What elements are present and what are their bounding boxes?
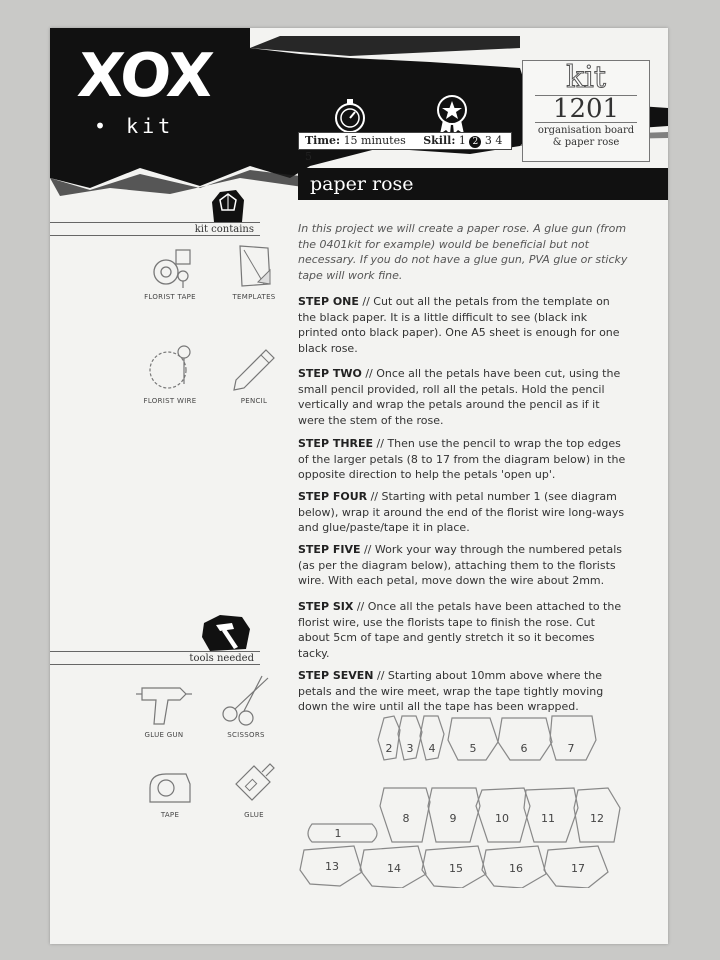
gem-icon <box>208 188 248 226</box>
templates-label: TEMPLATES <box>232 293 276 301</box>
step-two-title: STEP TWO <box>298 367 362 380</box>
step-three-text: // Then use the pencil to wrap the top edges of the larger petals (8 to 17 from the diagram below) in the opposite direction to help the petals 'open up'. <box>298 437 626 481</box>
glue-gun-item <box>124 678 204 739</box>
kit-subtitle-2: & paper rose <box>552 137 620 148</box>
step-one-text: // Cut out all the petals from the template on the black paper. It is a little difficult to see (black ink printed onto black paper). One A5 sheet is enough for one black rose. <box>298 295 620 355</box>
glue-item <box>214 758 294 819</box>
step-four <box>298 489 628 536</box>
petal-label-5: 5 <box>469 742 477 755</box>
tape-dispenser-icon <box>146 764 194 808</box>
petal-label-14: 14 <box>387 862 401 875</box>
award-badge-icon <box>432 92 472 136</box>
petal-label-13: 13 <box>325 860 339 873</box>
florist-wire-icon <box>142 340 198 394</box>
step-five-text: // Work your way through the numbered petals (as per the diagram below), attaching them to the florists wire. With each petal, move down the wire about 2mm. <box>298 543 622 587</box>
skill-levels-rest: 3 4 5 <box>305 134 503 163</box>
time-skill-bar <box>298 132 512 163</box>
step-four-title: STEP FOUR <box>298 490 368 503</box>
petal-label-9: 9 <box>449 812 457 825</box>
intro-paragraph: In this project we will create a paper rose. A glue gun (from the 0401kit for example) would be beneficial but not necessary. If you do not have a glue gun, PVA glue or sticky tape will work fine. <box>298 222 628 282</box>
petal-1 <box>308 824 377 842</box>
instruction-card <box>50 28 668 944</box>
step-seven-text: // Starting about 10mm above where the petals and the wire meet, wrap the tape tightly moving down the wire until all the tape has been wrapped. <box>298 669 604 713</box>
step-six-title: STEP SIX <box>298 600 354 613</box>
step-six <box>298 599 628 661</box>
scissors-icon <box>218 672 274 728</box>
florist-tape-item <box>130 242 210 301</box>
time-label: Time: <box>305 134 341 147</box>
step-seven-title: STEP SEVEN <box>298 669 374 682</box>
petal-label-7: 7 <box>567 742 575 755</box>
step-four-text: // Starting with petal number 1 (see diagram below), wrap it around the end of the florist wire long-ways and glue/paste/tape it in place. <box>298 490 625 534</box>
step-three <box>298 436 628 483</box>
skill-level-1: 1 <box>458 134 466 147</box>
scissors-label: SCISSORS <box>227 731 265 739</box>
step-five-title: STEP FIVE <box>298 543 361 556</box>
tools-needed-label: tools needed <box>50 651 260 665</box>
glue-gun-icon <box>134 678 194 728</box>
scissors-item <box>206 672 286 739</box>
step-five <box>298 542 628 589</box>
tape-item <box>130 764 210 819</box>
kit-number: 1201 <box>535 95 637 123</box>
kit-number-box <box>522 60 650 162</box>
tape-label: TAPE <box>160 811 180 819</box>
petal-label-17: 17 <box>571 862 585 875</box>
templates-item <box>214 242 294 301</box>
skill-label: Skill: <box>423 134 456 147</box>
brand-logo: XOX <box>74 41 215 111</box>
step-three-title: STEP THREE <box>298 437 374 450</box>
step-one-title: STEP ONE <box>298 295 359 308</box>
petal-label-2: 2 <box>385 742 393 755</box>
florist-wire-label: FLORIST WIRE <box>143 397 197 405</box>
petal-label-1: 1 <box>334 827 342 840</box>
petal-label-8: 8 <box>402 812 410 825</box>
florist-tape-label: FLORIST TAPE <box>144 293 196 301</box>
step-two-text: // Once all the petals have been cut, using the small pencil provided, roll all the petals. Hold the pencil vertically and wrap the petals around the pencil as if it were the stem of the rose. <box>298 367 621 427</box>
step-two <box>298 366 628 428</box>
petal-label-4: 4 <box>428 742 436 755</box>
petal-label-12: 12 <box>590 812 604 825</box>
petal-label-3: 3 <box>406 742 414 755</box>
petal-diagram <box>298 710 622 888</box>
pencil-item <box>214 346 294 405</box>
stopwatch-icon <box>332 96 368 136</box>
step-one <box>298 294 628 356</box>
skill-selected-level: 2 <box>469 136 481 148</box>
brand-logo-sub: • kit <box>94 114 175 138</box>
kit-subtitle-1: organisation board <box>537 125 635 136</box>
petal-label-15: 15 <box>449 862 463 875</box>
kit-word: kit <box>566 60 606 95</box>
glue-bottle-icon <box>230 758 278 808</box>
petal-label-16: 16 <box>509 862 523 875</box>
pencil-label: PENCIL <box>240 397 268 405</box>
petal-label-11: 11 <box>541 812 555 825</box>
petal-label-10: 10 <box>495 812 509 825</box>
glue-gun-label: GLUE GUN <box>144 731 184 739</box>
florist-tape-icon <box>146 242 194 290</box>
hammer-icon <box>198 613 254 655</box>
pencil-icon <box>230 346 278 394</box>
templates-icon <box>230 242 278 290</box>
glue-label: GLUE <box>244 811 264 819</box>
page-title: paper rose <box>298 168 668 200</box>
time-value: 15 minutes <box>343 134 406 147</box>
step-six-text: // Once all the petals have been attached to the florist wire, use the florists tape to finish the rose. Cut about 5cm of tape and gently stretch it so it becomes tacky. <box>298 600 622 660</box>
florist-wire-item <box>130 340 210 405</box>
kit-contains-label: kit contains <box>50 222 260 236</box>
petal-label-6: 6 <box>520 742 528 755</box>
step-seven <box>298 668 628 715</box>
